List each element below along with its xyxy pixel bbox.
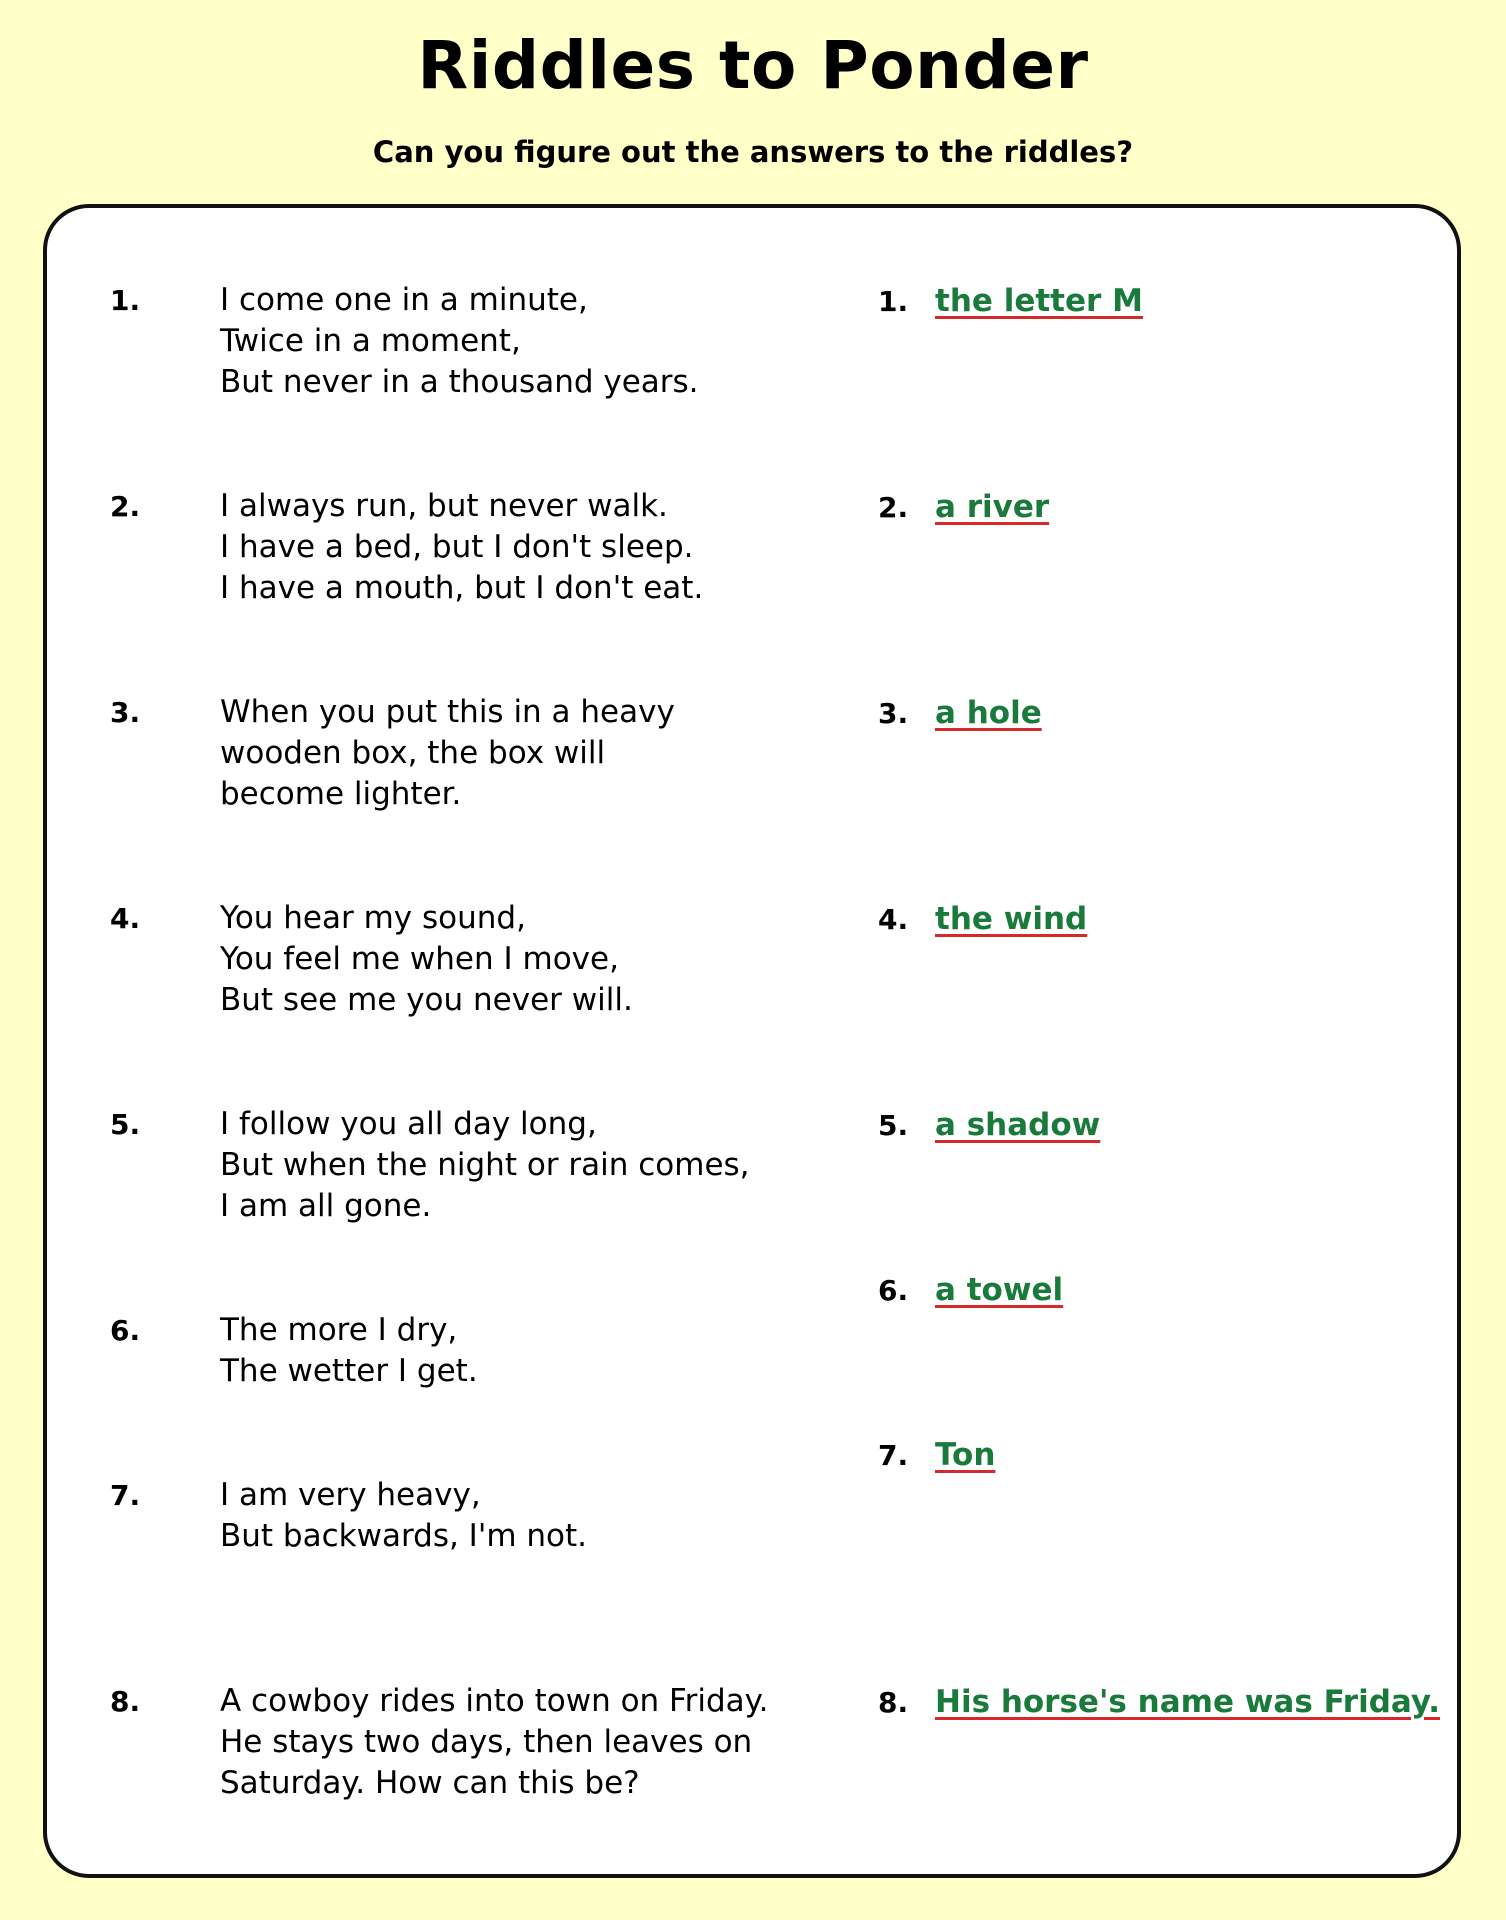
riddle-number: 5. — [110, 1108, 141, 1141]
riddle-card — [43, 204, 1461, 1878]
riddle-line: I always run, but never walk. — [220, 488, 668, 524]
riddle-text — [220, 1310, 820, 1392]
riddle-line: When you put this in a heavy — [220, 694, 675, 730]
riddle-number: 8. — [110, 1685, 141, 1718]
answer-text: a hole — [935, 695, 1042, 731]
answer-number: 4. — [878, 903, 909, 936]
page-title: Riddles to Ponder — [417, 27, 1089, 104]
riddle-line: But never in a thousand years. — [220, 364, 699, 400]
answer-text: the letter M — [935, 283, 1143, 319]
riddle-line: You hear my sound, — [220, 900, 526, 936]
riddle-line: But see me you never will. — [220, 982, 633, 1018]
riddle-text — [220, 1104, 820, 1227]
riddle-line: wooden box, the box will — [220, 735, 606, 771]
riddle-line: But when the night or rain comes, — [220, 1147, 750, 1183]
riddle-text — [220, 1681, 820, 1804]
riddle-line: Saturday. How can this be? — [220, 1765, 640, 1801]
riddle-line: A cowboy rides into town on Friday. — [220, 1683, 769, 1719]
riddle-line: You feel me when I move, — [220, 941, 619, 977]
riddle-line: I am all gone. — [220, 1188, 432, 1224]
answer-number: 5. — [878, 1109, 909, 1142]
answer-number: 2. — [878, 491, 909, 524]
riddle-line: Twice in a moment, — [220, 323, 521, 359]
riddle-text — [220, 1475, 820, 1557]
answer-text: a towel — [935, 1272, 1064, 1308]
answer-text: a river — [935, 489, 1050, 525]
riddle-line: I have a mouth, but I don't eat. — [220, 570, 704, 606]
riddle-number: 2. — [110, 490, 141, 523]
riddle-line: I follow you all day long, — [220, 1106, 597, 1142]
riddle-text — [220, 692, 820, 815]
riddle-line: The more I dry, — [220, 1312, 458, 1348]
riddle-line: But backwards, I'm not. — [220, 1518, 588, 1554]
riddle-number: 6. — [110, 1314, 141, 1347]
riddle-number: 3. — [110, 696, 141, 729]
riddle-line: I have a bed, but I don't sleep. — [220, 529, 694, 565]
riddle-line: He stays two days, then leaves on — [220, 1724, 753, 1760]
answer-number: 6. — [878, 1274, 909, 1307]
answer-text: His horse's name was Friday. — [935, 1684, 1440, 1720]
page-subtitle: Can you figure out the answers to the riddles? — [372, 135, 1134, 169]
riddle-line: I am very heavy, — [220, 1477, 481, 1513]
answer-text: Ton — [935, 1437, 996, 1473]
answer-text: a shadow — [935, 1107, 1101, 1143]
riddle-text — [220, 486, 820, 609]
answer-number: 8. — [878, 1686, 909, 1719]
riddle-line: I come one in a minute, — [220, 282, 588, 318]
answer-text: the wind — [935, 901, 1088, 937]
riddle-line: The wetter I get. — [220, 1353, 478, 1389]
answer-number: 7. — [878, 1439, 909, 1472]
riddle-line: become lighter. — [220, 776, 462, 812]
riddle-text — [220, 898, 820, 1021]
answer-number: 1. — [878, 285, 909, 318]
riddle-number: 1. — [110, 284, 141, 317]
riddle-number: 7. — [110, 1479, 141, 1512]
riddle-number: 4. — [110, 902, 141, 935]
answer-number: 3. — [878, 697, 909, 730]
riddle-text — [220, 280, 820, 403]
